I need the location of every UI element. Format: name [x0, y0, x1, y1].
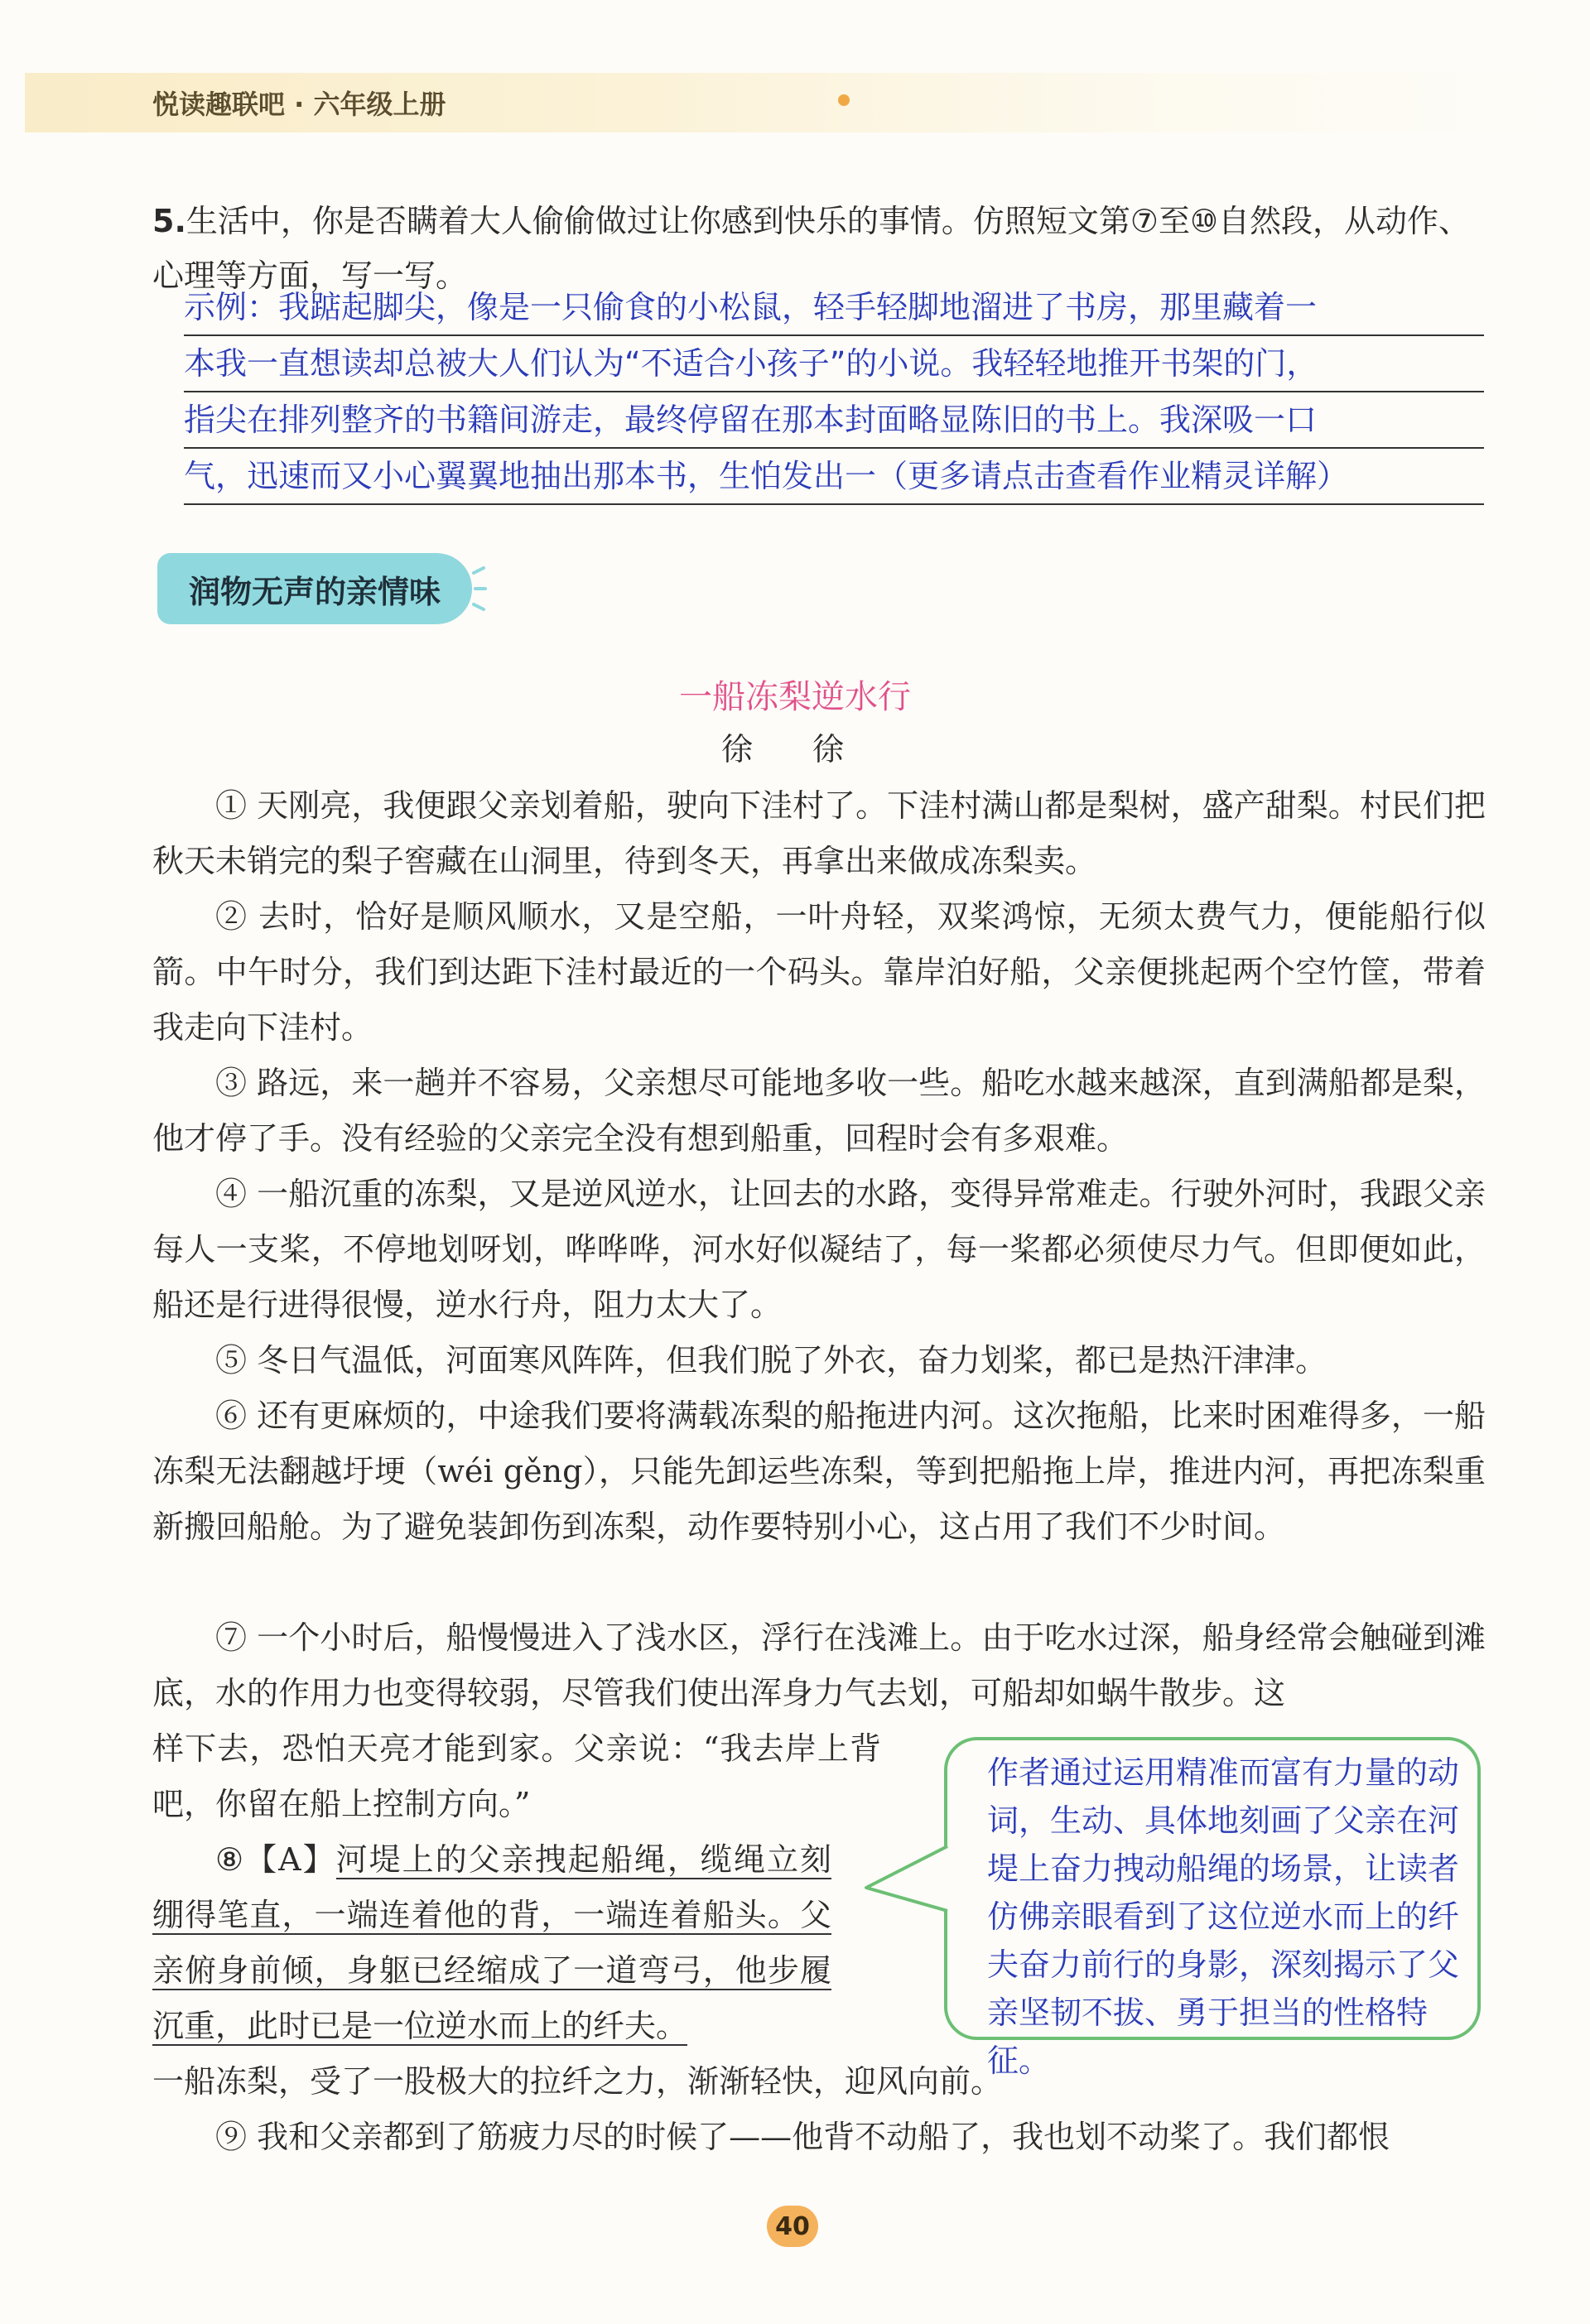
paragraph-5: ⑤ 冬日气温低，河面寒风阵阵，但我们脱了外衣，奋力划桨，都已是热汗津津。: [215, 1342, 1327, 1379]
paragraph-8-label: ⑧【A】: [215, 1841, 336, 1878]
paragraph-9: ⑨ 我和父亲都到了筋疲力尽的时候了——他背不动船了，我也划不动桨了。我们都恨: [215, 2119, 1390, 2155]
underlined-passage-a: 河堤上的父亲拽起船绳，缆绳立刻绷得笔直，一端连着他的背，一端连着船头。父亲俯身前倾，身躯已经缩成了一道弯弓，他步履沉重，此时已是一位逆水而上的纤夫。: [152, 1841, 831, 2044]
section-badge: 润物无声的亲情味: [157, 553, 472, 624]
annotation-text: 作者通过运用精准而富有力量的动词，生动、具体地刻画了父亲在河堤上奋力拽动船绳的场景，让读者仿佛亲眼看到了这位逆水而上的纤夫奋力前行的身影，深刻揭示了父亲坚韧不拔、勇于担当的性格特征。: [987, 1754, 1460, 2079]
paragraph-4: ④ 一船沉重的冻梨，又是逆风逆水，让回去的水路，变得异常难走。行驶外河时，我跟父亲每人一支桨，不停地划呀划，哗哗哗，河水好似凝结了，每一桨都必须使尽力气。但即便如此，船还是行进得很慢，逆水行舟，阻力太大了。: [152, 1176, 1486, 1323]
decorative-dot: [838, 94, 850, 106]
paragraph-6: ⑥ 还有更麻烦的，中途我们要将满载冻梨的船拖进内河。这次拖船，比来时困难得多，一船冻梨无法翻越圩埂（wéi gěng），只能先卸运些冻梨，等到把船拖上岸，推进内河，再把冻梨重新搬回船舱。为了避免装卸伤到冻梨，动作要特别小心，这占用了我们不少时间。: [152, 1398, 1486, 1545]
answer-line: 示例：我踮起脚尖，像是一只偷食的小松鼠，轻手轻脚地溜进了书房，那里藏着一: [184, 280, 1484, 336]
answer-line: 气，迅速而又小心翼翼地抽出那本书，生怕发出一（更多请点击查看作业精灵详解）: [184, 449, 1484, 505]
question-number: 5.: [152, 203, 186, 239]
bubble-tail-icon: [861, 1838, 952, 1921]
story-author: 徐 徐: [720, 731, 870, 767]
story-title: 一船冻梨逆水行: [679, 678, 911, 716]
question-text: 生活中，你是否瞒着大人偷偷做过让你感到快乐的事情。仿照短文第⑦至⑩自然段，从动作、心理等方面，写一写。: [152, 203, 1471, 294]
answer-line: 本我一直想读却总被大人们认为“不适合小孩子”的小说。我轻轻地推开书架的门，: [184, 336, 1484, 392]
answer-line: 指尖在排列整齐的书籍间游走，最终停留在那本封面略显陈旧的书上。我深吸一口: [184, 392, 1484, 449]
paragraph-1: ① 天刚亮，我便跟父亲划着船，驶向下洼村了。下洼村满山都是梨树，盛产甜梨。村民们把秋天未销完的梨子窖藏在山洞里，待到冬天，再拿出来做成冻梨卖。: [152, 787, 1486, 879]
section-dash-icon: [472, 565, 487, 613]
answer-area: [184, 280, 1484, 505]
page-number: 40: [767, 2206, 818, 2247]
paragraph-8: [152, 1832, 831, 2054]
paragraph-3: ③ 路远，来一趟并不容易，父亲想尽可能地多收一些。船吃水越来越深，直到满船都是梨，他才停了手。没有经验的父亲完全没有想到船重，回程时会有多艰难。: [152, 1065, 1486, 1157]
paragraph-8-continued: 一船冻梨，受了一股极大的拉纤之力，渐渐轻快，迎风向前。: [152, 2063, 1003, 2100]
paragraph-7-continued: 样下去，恐怕天亮才能到家。父亲说：“我去岸上背吧，你留在船上控制方向。”: [152, 1730, 881, 1822]
book-title: 悦读趣联吧 · 六年级上册: [152, 89, 446, 120]
paragraph-7: ⑦ 一个小时后，船慢慢进入了浅水区，浮行在浅滩上。由于吃水过深，船身经常会触碰到滩底，水的作用力也变得较弱，尽管我们使出浑身力气去划，可船却如蜗牛散步。这: [152, 1619, 1486, 1711]
paragraph-2: ② 去时，恰好是顺风顺水，又是空船，一叶舟轻，双桨鸿惊，无须太费气力，便能船行似箭。中午时分，我们到达距下洼村最近的一个码头。靠岸泊好船，父亲便挑起两个空竹筐，带着我走向下洼村。: [152, 898, 1486, 1046]
